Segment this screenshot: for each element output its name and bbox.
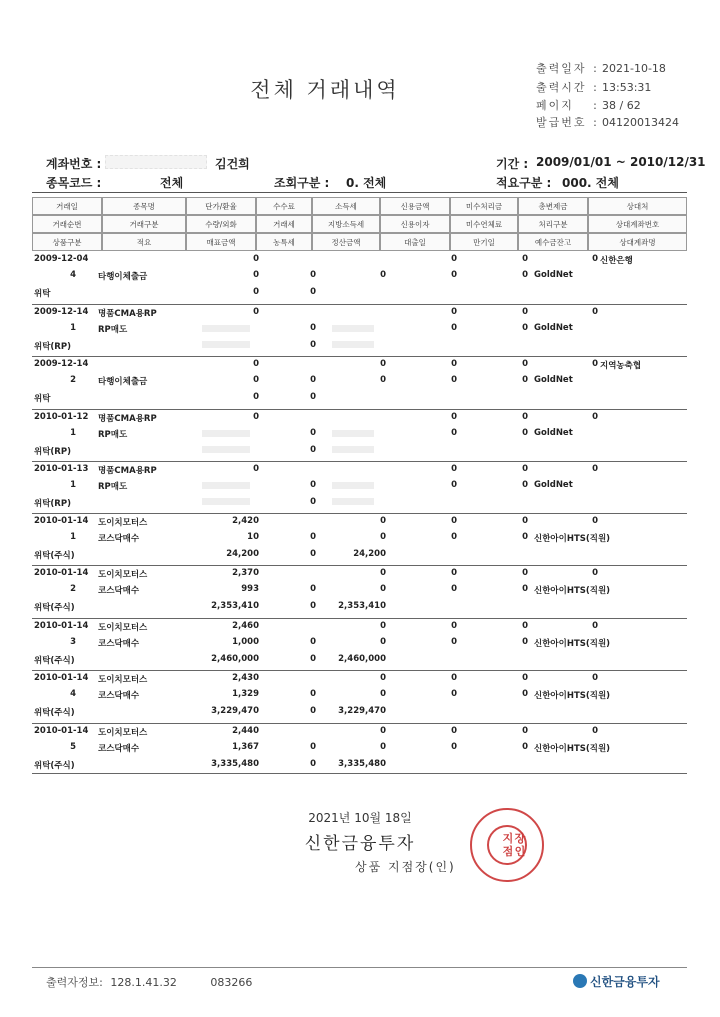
record-qty: 1,329 — [232, 689, 259, 699]
record-seq: 1 — [70, 480, 76, 490]
column-header: 총변제금 — [518, 197, 588, 215]
record-price: 2,370 — [232, 568, 259, 578]
record-amount: 2,460,000 — [211, 654, 259, 664]
column-header: 소득세 — [312, 197, 380, 215]
transaction-record — [32, 724, 687, 774]
record-price: 2,430 — [232, 673, 259, 683]
record-unpaid: 0 — [522, 359, 528, 369]
summary-type-value: 000. 전체 — [562, 176, 619, 190]
record-repay: 0 — [592, 673, 598, 683]
record-product: 위탁(RP) — [34, 499, 71, 509]
record-credit: 0 — [451, 412, 457, 422]
record-credit-int: 0 — [451, 532, 457, 542]
record-overdue: 0 — [522, 689, 528, 699]
record-credit-int: 0 — [451, 375, 457, 385]
footer-divider — [32, 967, 687, 968]
column-header: 만기일 — [450, 233, 518, 251]
redacted-value — [332, 498, 374, 505]
record-farm-tax: 0 — [310, 340, 316, 350]
column-header: 수수료 — [256, 197, 312, 215]
record-qty: 1,367 — [232, 742, 259, 752]
redacted-value — [202, 498, 250, 505]
redacted-value — [332, 325, 374, 332]
record-proc: 신한아이HTS(직원) — [534, 691, 611, 701]
column-header: 정산금액 — [312, 233, 380, 251]
record-price: 0 — [253, 464, 259, 474]
record-qty: 0 — [253, 270, 259, 280]
record-repay: 0 — [592, 254, 598, 264]
record-farm-tax: 0 — [310, 706, 316, 716]
column-header: 처리구분 — [518, 215, 588, 233]
record-credit-int: 0 — [451, 689, 457, 699]
record-date: 2010-01-12 — [34, 412, 89, 422]
record-type: 코스닥매수 — [98, 586, 140, 596]
record-seq: 4 — [70, 270, 76, 280]
record-seq: 2 — [70, 375, 76, 385]
record-overdue: 0 — [522, 532, 528, 542]
record-date: 2009-12-14 — [34, 307, 89, 317]
record-trade-tax: 0 — [310, 270, 316, 280]
record-credit: 0 — [451, 568, 457, 578]
print-info — [46, 974, 252, 990]
record-date: 2010-01-14 — [34, 568, 89, 578]
column-header: 상대처 — [588, 197, 687, 215]
record-overdue: 0 — [522, 323, 528, 333]
record-price: 0 — [253, 254, 259, 264]
record-product: 위탁 — [34, 394, 51, 404]
divider — [32, 192, 687, 193]
record-proc: GoldNet — [534, 375, 573, 385]
record-amount: 3,335,480 — [211, 759, 259, 769]
record-tax: 0 — [380, 726, 386, 736]
column-header: 종목명 — [102, 197, 186, 215]
record-farm-tax: 0 — [310, 497, 316, 507]
meta-print-time: 출력시간 : 13:53:31 — [536, 81, 652, 94]
record-trade-tax: 0 — [310, 480, 316, 490]
transaction-record — [32, 566, 687, 619]
record-price: 0 — [253, 412, 259, 422]
column-header: 예수금잔고 — [518, 233, 588, 251]
record-proc: GoldNet — [534, 270, 573, 280]
record-amount: 2,353,410 — [211, 601, 259, 611]
seal-text: 지 점 — [502, 832, 514, 858]
redacted-value — [202, 482, 250, 489]
transaction-record — [32, 462, 687, 514]
record-local-tax: 0 — [380, 375, 386, 385]
company-logo: 신한금융투자 — [590, 975, 660, 989]
column-header: 거래구분 — [102, 215, 186, 233]
record-trade-tax: 0 — [310, 584, 316, 594]
record-proc: GoldNet — [534, 323, 573, 333]
transaction-record — [32, 671, 687, 724]
record-local-tax: 0 — [380, 637, 386, 647]
record-price: 0 — [253, 359, 259, 369]
query-type-value: 0. 전체 — [346, 176, 387, 190]
record-amount: 24,200 — [226, 549, 259, 559]
page-title: 전체 거래내역 — [250, 78, 400, 102]
record-repay: 0 — [592, 516, 598, 526]
record-farm-tax: 0 — [310, 445, 316, 455]
record-unpaid: 0 — [522, 726, 528, 736]
record-settle: 24,200 — [353, 549, 386, 559]
record-farm-tax: 0 — [310, 287, 316, 297]
record-trade-tax: 0 — [310, 742, 316, 752]
column-header: 상대계좌번호 — [588, 215, 687, 233]
record-date: 2010-01-14 — [34, 726, 89, 736]
record-unpaid: 0 — [522, 254, 528, 264]
transaction-record — [32, 357, 687, 410]
record-proc: GoldNet — [534, 428, 573, 438]
record-tax: 0 — [380, 673, 386, 683]
record-credit-int: 0 — [451, 742, 457, 752]
record-repay: 0 — [592, 307, 598, 317]
redacted-account-number — [105, 155, 207, 169]
record-seq: 1 — [70, 428, 76, 438]
record-product: 위탁 — [34, 289, 51, 299]
record-type: RP매도 — [98, 325, 128, 335]
record-product: 위탁(RP) — [34, 342, 71, 352]
record-seq: 1 — [70, 323, 76, 333]
record-counter: 지역농축협 — [600, 361, 642, 371]
redacted-value — [332, 430, 374, 437]
print-code: 083266 — [210, 976, 253, 989]
record-overdue: 0 — [522, 742, 528, 752]
column-header: 단가/환율 — [186, 197, 256, 215]
record-overdue: 0 — [522, 637, 528, 647]
record-local-tax: 0 — [380, 689, 386, 699]
record-type: 코스닥매수 — [98, 534, 140, 544]
column-header: 신용이자 — [380, 215, 450, 233]
column-header-grid — [32, 197, 687, 251]
record-repay: 0 — [592, 359, 598, 369]
record-seq: 5 — [70, 742, 76, 752]
record-overdue: 0 — [522, 270, 528, 280]
record-farm-tax: 0 — [310, 549, 316, 559]
record-credit-int: 0 — [451, 584, 457, 594]
record-date: 2009-12-14 — [34, 359, 89, 369]
transaction-record — [32, 619, 687, 671]
record-seq: 1 — [70, 532, 76, 542]
record-date: 2010-01-14 — [34, 516, 89, 526]
record-credit: 0 — [451, 464, 457, 474]
column-header: 상대계좌명 — [588, 233, 687, 251]
record-qty: 10 — [247, 532, 259, 542]
record-tax: 0 — [380, 621, 386, 631]
record-product: 위탁(주식) — [34, 708, 75, 718]
record-type: 코스닥매수 — [98, 691, 140, 701]
record-repay: 0 — [592, 568, 598, 578]
column-header: 수량/외화 — [186, 215, 256, 233]
record-repay: 0 — [592, 464, 598, 474]
record-amount: 0 — [253, 392, 259, 402]
record-type: RP매도 — [98, 482, 128, 492]
redacted-value — [332, 341, 374, 348]
record-amount: 3,229,470 — [211, 706, 259, 716]
record-settle: 3,229,470 — [338, 706, 386, 716]
record-credit: 0 — [451, 516, 457, 526]
record-unpaid: 0 — [522, 307, 528, 317]
record-name: 도이치모터스 — [98, 518, 148, 528]
transaction-record — [32, 252, 687, 305]
record-credit-int: 0 — [451, 480, 457, 490]
record-trade-tax: 0 — [310, 428, 316, 438]
record-overdue: 0 — [522, 428, 528, 438]
record-seq: 2 — [70, 584, 76, 594]
record-farm-tax: 0 — [310, 759, 316, 769]
redacted-value — [332, 446, 374, 453]
redacted-value — [202, 325, 250, 332]
summary-type-label: 적요구분 : — [496, 176, 552, 190]
record-farm-tax: 0 — [310, 601, 316, 611]
record-credit: 0 — [451, 621, 457, 631]
meta-page: 페이지 : 38 / 62 — [536, 99, 641, 112]
record-trade-tax: 0 — [310, 689, 316, 699]
record-price: 2,460 — [232, 621, 259, 631]
column-header: 농특세 — [256, 233, 312, 251]
record-qty: 1,000 — [232, 637, 259, 647]
record-price: 2,440 — [232, 726, 259, 736]
record-repay: 0 — [592, 621, 598, 631]
record-proc: 신한아이HTS(직원) — [534, 586, 611, 596]
record-name: 명품CMA용RP — [98, 309, 157, 319]
record-settle: 2,460,000 — [338, 654, 386, 664]
record-name: 명품CMA용RP — [98, 466, 157, 476]
record-proc: 신한아이HTS(직원) — [534, 534, 611, 544]
record-date: 2010-01-14 — [34, 621, 89, 631]
column-header: 미수연체료 — [450, 215, 518, 233]
stock-code-label: 종목코드 : — [46, 176, 102, 190]
query-type-label: 조회구분 : — [274, 176, 330, 190]
record-price: 0 — [253, 307, 259, 317]
record-farm-tax: 0 — [310, 392, 316, 402]
account-number-label: 계좌번호 : — [46, 157, 102, 171]
column-header: 지방소득세 — [312, 215, 380, 233]
record-name: 도이치모터스 — [98, 623, 148, 633]
record-type: 타행이체출금 — [98, 377, 148, 387]
column-header: 적요 — [102, 233, 186, 251]
record-trade-tax: 0 — [310, 532, 316, 542]
record-product: 위탁(주식) — [34, 603, 75, 613]
record-unpaid: 0 — [522, 412, 528, 422]
record-date: 2010-01-13 — [34, 464, 89, 474]
record-trade-tax: 0 — [310, 375, 316, 385]
record-local-tax: 0 — [380, 532, 386, 542]
record-credit: 0 — [451, 254, 457, 264]
record-tax: 0 — [380, 516, 386, 526]
record-name: 도이치모터스 — [98, 728, 148, 738]
column-header: 거래세 — [256, 215, 312, 233]
record-product: 위탁(RP) — [34, 447, 71, 457]
record-unpaid: 0 — [522, 464, 528, 474]
column-header: 상품구분 — [32, 233, 102, 251]
column-header: 신용금액 — [380, 197, 450, 215]
print-info-label: 출력자정보: — [46, 976, 103, 989]
record-price: 2,420 — [232, 516, 259, 526]
redacted-value — [332, 482, 374, 489]
redacted-value — [202, 341, 250, 348]
record-local-tax: 0 — [380, 584, 386, 594]
record-trade-tax: 0 — [310, 323, 316, 333]
column-header: 거래일 — [32, 197, 102, 215]
record-trade-tax: 0 — [310, 637, 316, 647]
company-logo-icon — [573, 974, 587, 988]
record-repay: 0 — [592, 726, 598, 736]
record-type: 코스닥매수 — [98, 744, 140, 754]
record-credit: 0 — [451, 359, 457, 369]
branch-manager: 상품 지점장(인) — [355, 860, 456, 874]
record-tax: 0 — [380, 568, 386, 578]
record-settle: 2,353,410 — [338, 601, 386, 611]
transaction-record — [32, 410, 687, 462]
record-product: 위탁(주식) — [34, 656, 75, 666]
record-seq: 3 — [70, 637, 76, 647]
stock-code-value: 전체 — [160, 176, 184, 190]
record-proc: 신한아이HTS(직원) — [534, 639, 611, 649]
record-farm-tax: 0 — [310, 654, 316, 664]
meta-print-date: 출력일자 : 2021-10-18 — [536, 62, 666, 75]
column-header: 미수처리금 — [450, 197, 518, 215]
record-date: 2010-01-14 — [34, 673, 89, 683]
record-credit-int: 0 — [451, 270, 457, 280]
issue-date: 2021년 10월 18일 — [308, 811, 412, 825]
record-name: 도이치모터스 — [98, 570, 148, 580]
record-credit: 0 — [451, 726, 457, 736]
record-settle: 3,335,480 — [338, 759, 386, 769]
period-value: 2009/01/01 ~ 2010/12/31 — [536, 155, 706, 169]
column-header: 대출일 — [380, 233, 450, 251]
record-tax: 0 — [380, 359, 386, 369]
record-type: RP매도 — [98, 430, 128, 440]
transaction-record — [32, 514, 687, 566]
record-local-tax: 0 — [380, 270, 386, 280]
record-proc: 신한아이HTS(직원) — [534, 744, 611, 754]
column-header: 거래순번 — [32, 215, 102, 233]
company-name: 신한금융투자 — [304, 834, 416, 854]
record-product: 위탁(주식) — [34, 761, 75, 771]
meta-issue-number: 발급번호 : 04120013424 — [536, 116, 679, 129]
column-header: 매표금액 — [186, 233, 256, 251]
record-overdue: 0 — [522, 375, 528, 385]
record-type: 타행이체출금 — [98, 272, 148, 282]
record-credit: 0 — [451, 673, 457, 683]
record-credit-int: 0 — [451, 637, 457, 647]
record-name: 명품CMA용RP — [98, 414, 157, 424]
record-name: 도이치모터스 — [98, 675, 148, 685]
record-local-tax: 0 — [380, 742, 386, 752]
record-proc: GoldNet — [534, 480, 573, 490]
record-credit-int: 0 — [451, 428, 457, 438]
record-type: 코스닥매수 — [98, 639, 140, 649]
record-credit-int: 0 — [451, 323, 457, 333]
transaction-record — [32, 305, 687, 357]
record-qty: 0 — [253, 375, 259, 385]
record-overdue: 0 — [522, 584, 528, 594]
record-qty: 993 — [241, 584, 259, 594]
record-counter: 신한은행 — [600, 256, 633, 266]
record-unpaid: 0 — [522, 621, 528, 631]
redacted-value — [202, 446, 250, 453]
record-date: 2009-12-04 — [34, 254, 89, 264]
print-ip: 128.1.41.32 — [110, 976, 177, 989]
record-credit: 0 — [451, 307, 457, 317]
record-amount: 0 — [253, 287, 259, 297]
record-seq: 4 — [70, 689, 76, 699]
record-unpaid: 0 — [522, 568, 528, 578]
seal-text: 장 인 — [514, 832, 526, 858]
record-unpaid: 0 — [522, 516, 528, 526]
record-overdue: 0 — [522, 480, 528, 490]
record-product: 위탁(주식) — [34, 551, 75, 561]
record-repay: 0 — [592, 412, 598, 422]
record-unpaid: 0 — [522, 673, 528, 683]
period-label: 기간 : — [496, 157, 529, 171]
redacted-value — [202, 430, 250, 437]
account-holder: 김건희 — [215, 157, 250, 171]
